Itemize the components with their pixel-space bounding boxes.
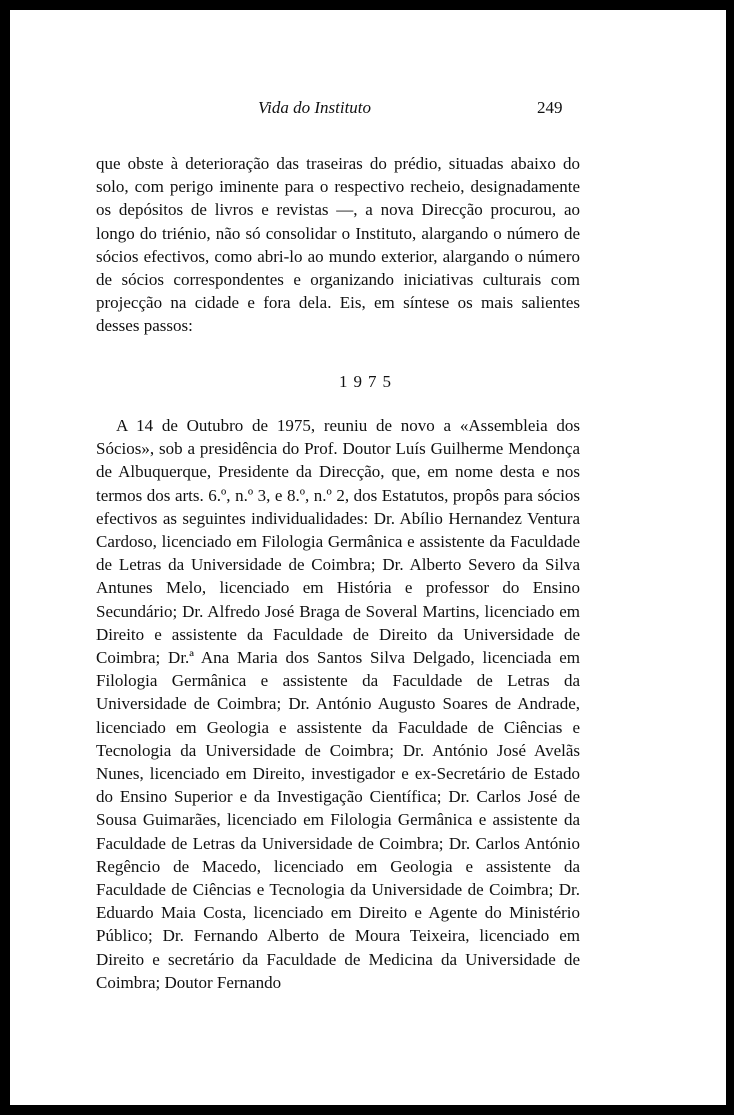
page-number: 249 bbox=[537, 98, 563, 117]
document-page bbox=[10, 10, 726, 1105]
running-title: Vida do Instituto bbox=[258, 98, 372, 117]
intro-block bbox=[96, 152, 580, 338]
section-year: 1975 bbox=[339, 372, 397, 391]
body-paragraph: A 14 de Outubro de 1975, reuniu de novo a «Assembleia dos Sócios», sob a presidência do Prof. Doutor Luís Guilherme Mendonça de Albuquerque, Presidente da Direcção, que, em nome desta e nos termos dos arts. 6.º, n.º 3, e 8.º, n.º 2, dos Estatutos, propôs para sócios efectivos as seguintes individualidades: Dr. Abílio Hernandez Ventura Cardoso, licenciado em Filologia Germânica e assistente da Faculdade de Letras da Universidade de Coimbra; Dr. Alberto Severo da Silva Antunes Melo, licenciado em História e professor do Ensino Secundário; Dr. Alfredo José Braga de Soveral Martins, licenciado em Direito e assistente da Faculdade de Direito da Universidade de Coimbra; Dr.ª Ana Maria dos Santos Silva Delgado, licenciada em Filologia Germânica e assistente da Faculdade de Letras da Universidade de Coimbra; Dr. António Augusto Soares de Andrade, licenciado em Geologia e assistente da Faculdade de Ciências e Tecnologia da Universidade de Coimbra; Dr. António José Avelãs Nunes, licenciado em Direito, investigador e ex-Secretário de Estado do Ensino Superior e da Investigação Científica; Dr. Carlos José de Sousa Guimarães, licenciado em Filologia Germânica e assistente da Faculdade de Letras da Universidade de Coimbra; Dr. Carlos António Regêncio de Macedo, licenciado em Geologia e assistente da Faculdade de Ciências e Tecnologia da Universidade de Coimbra; Dr. Eduardo Maia Costa, licenciado em Direito e Agente do Ministério Público; Dr. Fernando Alberto de Moura Teixeira, licenciado em Direito e secretário da Faculdade de Medicina da Universidade de Coimbra; Doutor Fernando bbox=[96, 416, 580, 992]
intro-paragraph: que obste à deterioração das traseiras do prédio, situadas abaixo do solo, com perigo iminente para o respectivo recheio, designadamente os depósitos de livros e revistas —, a nova Direcção procurou, ao longo do triénio, não só consolidar o Instituto, alargando o número de sócios efectivos, como abri-lo ao mundo exterior, alargando o número de sócios correspondentes e organizando iniciativas culturais com projecção na cidade e fora dela. Eis, em síntese os mais salientes desses passos: bbox=[96, 154, 580, 336]
page-header bbox=[10, 98, 726, 122]
body-block bbox=[96, 414, 580, 994]
